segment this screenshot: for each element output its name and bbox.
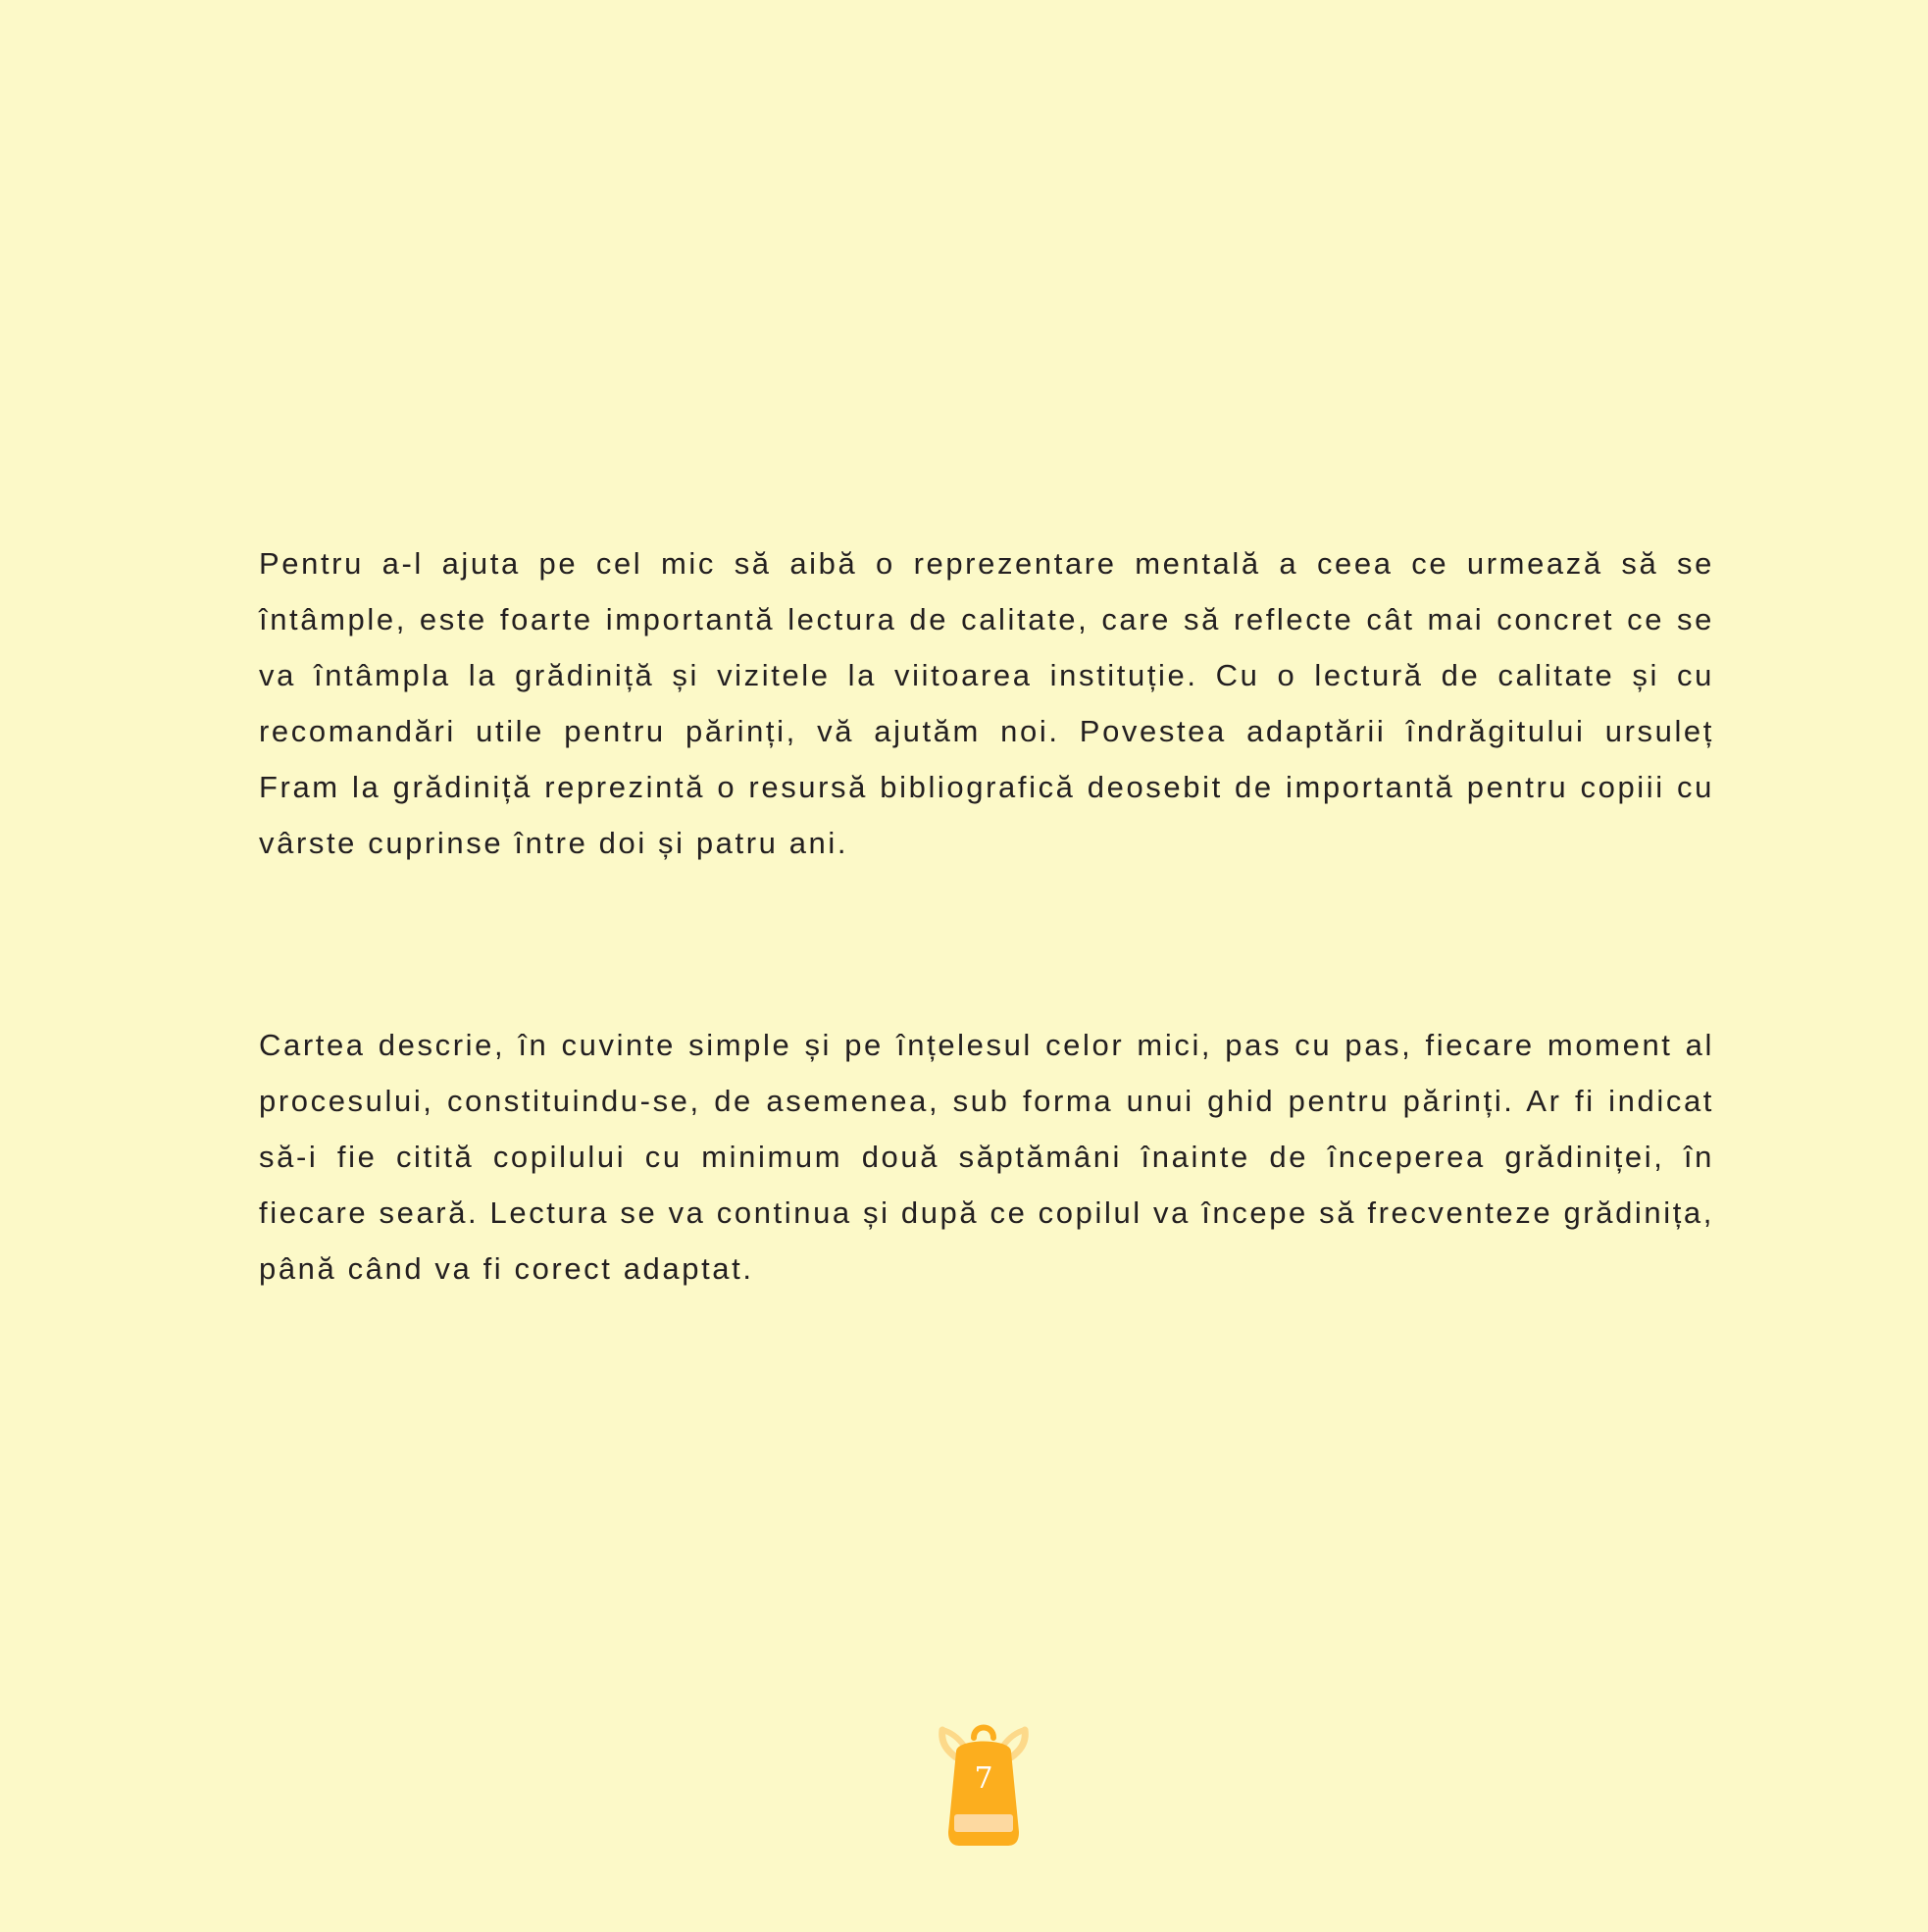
paragraph-book-description-text: Cartea descrie, în cuvinte simple și pe înțelesul celor mici, pas cu pas, fiecare moment al procesului, constituindu-se, de asemenea, sub forma unui ghid pentru părinți. Ar fi indicat să-i fie citită copilului cu minimum două săptămâni înainte de începerea grădiniței, în fiecare seară. Lectura se va continua și după ce copilul va începe să frecventeze grădinița, până când va fi corect adaptat.	[259, 1028, 1714, 1286]
page-number-badge	[933, 1716, 1035, 1850]
paragraph-intro	[259, 535, 1714, 871]
paragraph-intro-text: Pentru a-l ajuta pe cel mic să aibă o reprezentare mentală a ceea ce urmează să se întâmple, este foarte importantă lectura de calitate, care să reflecte cât mai concret ce se va întâmpla la grădiniță și vizitele la viitoarea instituție. Cu o lectură de calitate și cu recomandări utile pentru părinți, vă ajutăm noi. Povestea adaptării îndrăgitului ursuleț Fram la grădiniță reprezintă o resursă bibliografică deosebit de importantă pentru copiii cu vârste cuprinse între doi și patru ani.	[259, 546, 1714, 860]
paragraph-book-description	[259, 1017, 1714, 1296]
page-number: 7	[974, 1761, 993, 1796]
